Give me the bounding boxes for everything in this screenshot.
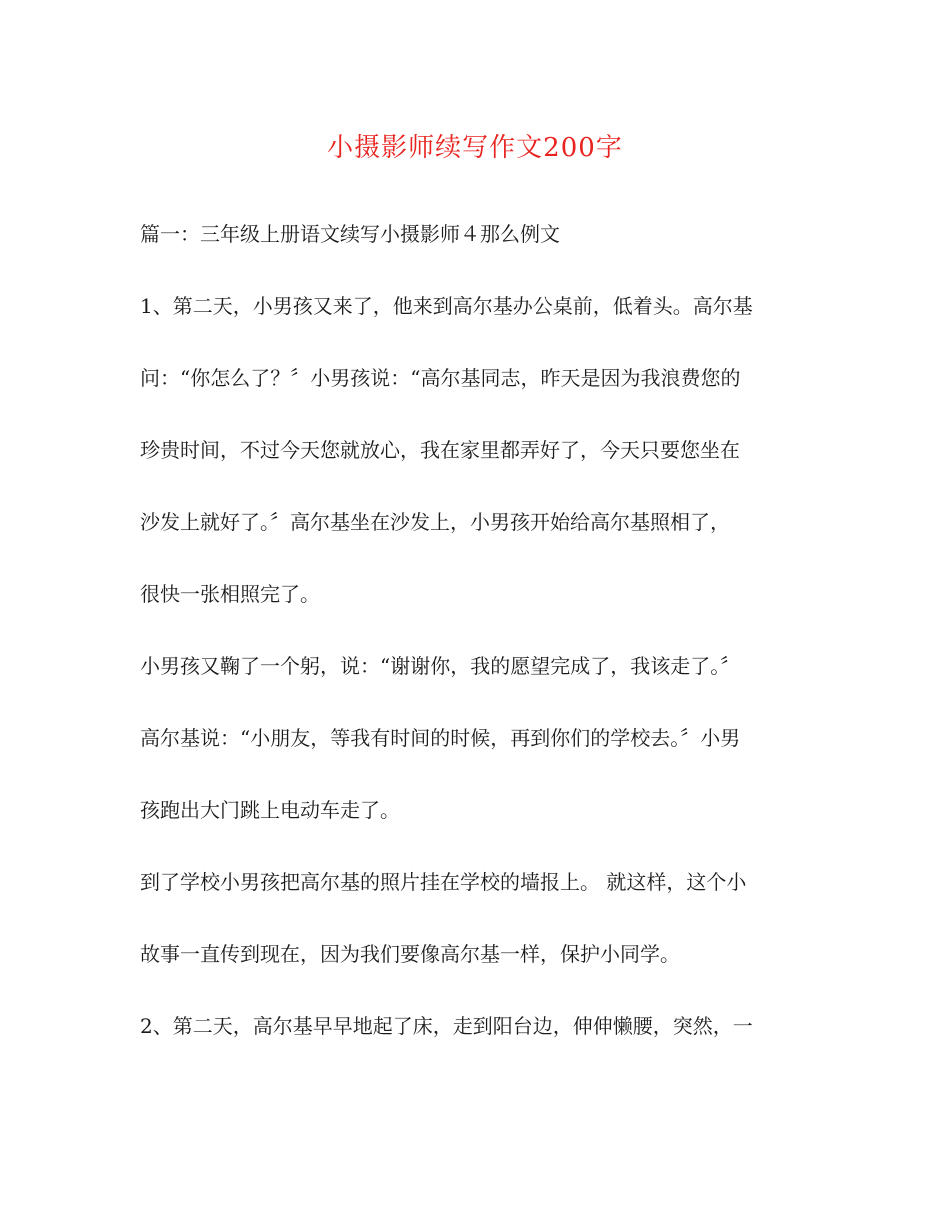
text-line: 问：“你怎么了？〞小男孩说：“高尔基同志，昨天是因为我浪费您的	[140, 366, 741, 390]
text-line: 篇一：三年级上册语文续写小摄影师４那么例文	[140, 222, 560, 246]
text-line: 沙发上就好了。〞高尔基坐在沙发上，小男孩开始给高尔基照相了，	[140, 510, 730, 534]
text-line: 珍贵时间，不过今天您就放心，我在家里都弄好了，今天只要您坐在	[140, 438, 740, 462]
text-line: 到了学校小男孩把高尔基的照片挂在学校的墙报上。 就这样，这个小	[140, 870, 747, 894]
text-line: 2、第二天，高尔基早早地起了床，走到阳台边，伸伸懒腰，突然，一	[140, 1014, 753, 1038]
text-line: 小男孩又鞠了一个躬，说：“谢谢你，我的愿望完成了，我该走了。〞	[140, 654, 741, 678]
text-line: 很快一张相照完了。	[140, 582, 320, 606]
document-title: 小摄影师续写作文200字	[327, 133, 623, 163]
document-body	[140, 208, 820, 1072]
text-line: 1、第二天，小男孩又来了，他来到高尔基办公桌前，低着头。高尔基	[140, 294, 753, 318]
text-line: 故事一直传到现在，因为我们要像高尔基一样，保护小同学。	[140, 942, 680, 966]
text-line: 孩跑出大门跳上电动车走了。	[140, 798, 400, 822]
text-line: 高尔基说：“小朋友，等我有时间的时候，再到你们的学校去。〞小男	[140, 726, 741, 750]
